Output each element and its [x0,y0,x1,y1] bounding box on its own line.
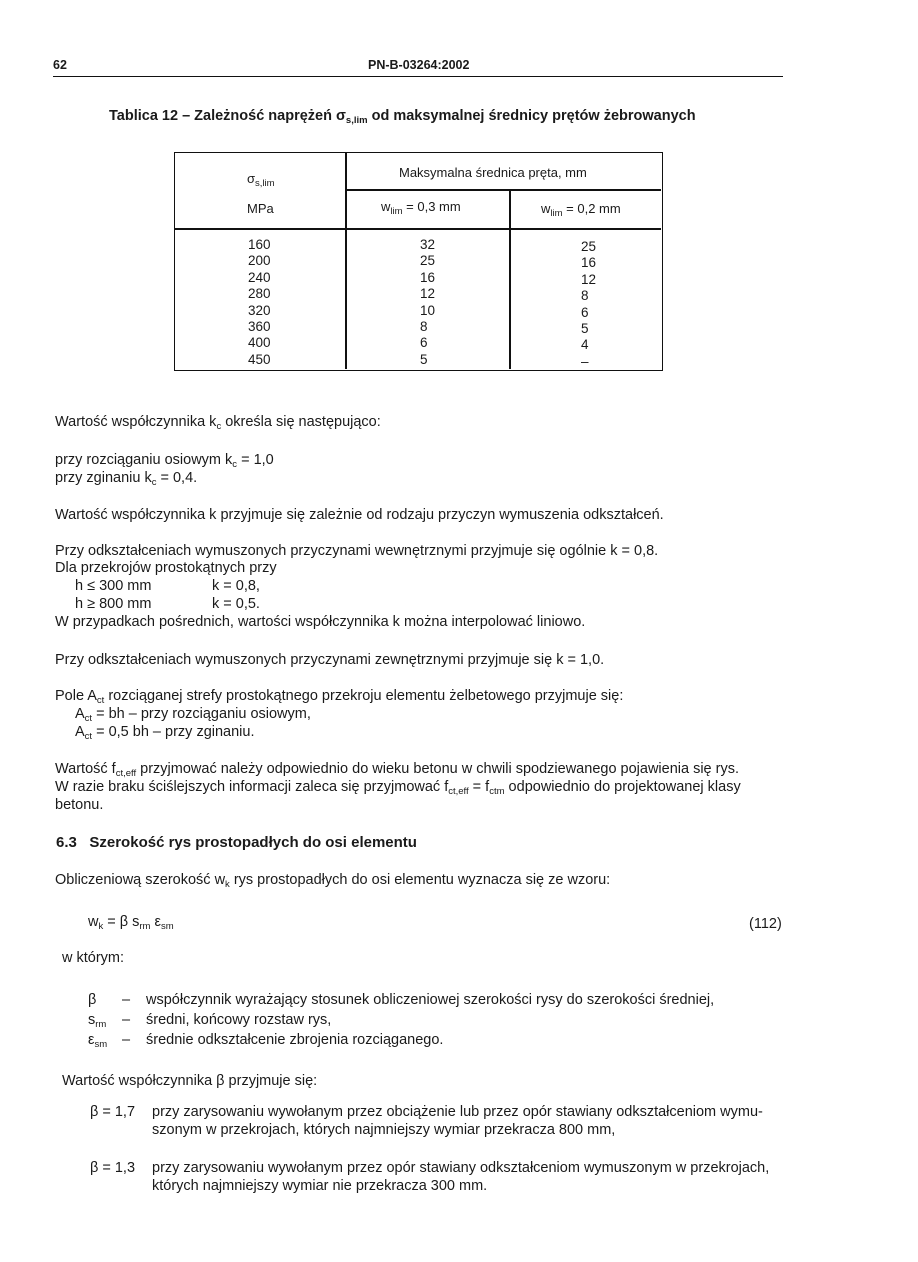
table-cell-stress: 320 [248,302,271,318]
paragraph-wk: Obliczeniową szerokość $w_k$ rys prostopadłych do osi elementu wyznacza się ze wzoru: [55,872,611,890]
definition-dash: – [122,1032,131,1048]
beta-13-label: β = 1,3 [90,1160,136,1176]
header-stress-symbol: $\sigma_{s,lim}$ [247,171,275,189]
table-cell-diameter-03: 6 [420,335,428,351]
beta-13-text-1: przy zarysowaniu wywołanym przez opór stawiany odkształceniom wymuszonym w przekrojach, [152,1160,770,1176]
cond-k-05: k = 0,5. [212,596,260,612]
table-cell-diameter-03: 10 [420,302,436,318]
definition-text: średni, końcowy rozstaw rys, [146,1012,332,1028]
beta-17-text-2: szonym w przekrojach, których najmniejszy wymiar przekracza 800 mm, [152,1122,616,1138]
paragraph-interpolate: W przypadkach pośrednich, wartości współczynnika k można interpolować liniowo. [55,614,586,630]
table-vline-2 [509,189,511,369]
paragraph-kc-bending: przy zginaniu $k_c = 0,4$. [55,470,198,488]
table-cell-stress: 280 [248,286,271,302]
table-cell-diameter-02: 4 [581,337,589,353]
paragraph-fcteff-2: W razie braku ściślejszych informacji zaleca się przyjmować $f_{ct,eff} = f_{ctm}$ odpowiednio do projektowanej klasy [55,779,741,797]
table-cell-diameter-02: 16 [581,255,597,271]
stress-diameter-table [174,152,663,371]
header-stress-unit: MPa [247,201,274,216]
paragraph-internal: Przy odkształceniach wymuszonych przyczynami wewnętrznymi przyjmuje się ogólnie k = 0,8. [55,543,659,559]
equation-number: (112) [749,916,782,932]
header-max-diameter: Maksymalna średnica pręta, mm [399,165,587,180]
paragraph-fcteff: Wartość $f_{ct,eff}$ przyjmować należy odpowiednio do wieku betonu w chwili spodziewanego pojawienia się rys. [55,761,740,779]
paragraph-external: Przy odkształceniach wymuszonych przyczynami zewnętrznymi przyjmuje się k = 1,0. [55,652,605,668]
table-cell-diameter-02: 25 [581,239,597,254]
header-rule [53,76,783,77]
table-caption: Tablica 12 – Zależność naprężeń $\sigma_{s,lim}$ od maksymalnej średnicy prętów żebrowanych [109,108,696,126]
table-cell-stress: 200 [248,253,271,269]
table-hline-header [175,228,661,230]
column-stress [248,237,271,368]
table-cell-diameter-02: 5 [581,320,589,336]
paragraph-k-intro: Wartość współczynnika k przyjmuje się zależnie od rodzaju przyczyn wymuszenia odkształceń. [55,507,664,523]
table-cell-stress: 240 [248,269,271,285]
beta-17-label: β = 1,7 [90,1104,136,1120]
table-cell-diameter-03: 25 [420,253,436,269]
beta-intro: Wartość współczynnika β przyjmuje się: [62,1073,318,1089]
table-cell-stress: 360 [248,318,271,334]
definition-dash: – [122,1012,131,1028]
header-wlim-03: $w_{lim} = 0,3$ mm [381,199,461,217]
definition-symbol: $s_{rm}$ [88,1012,107,1030]
table-cell-diameter-02: 6 [581,304,589,320]
table-cell-diameter-03: 12 [420,286,436,302]
paragraph-kc-intro: Wartość współczynnika $k_c$ określa się następująco: [55,414,381,432]
table-hline-sub [345,189,661,191]
paragraph-rect-sections: Dla przekrojów prostokątnych przy [55,560,277,576]
paragraph-act: Pole $A_{ct}$ rozciąganej strefy prostokątnego przekroju elementu żelbetowego przyjmuje się: [55,688,624,706]
act-bending: $A_{ct} = 0,5$ bh – przy zginaniu. [75,724,255,742]
table-cell-diameter-02: 8 [581,288,589,304]
section-heading: 6.3 Szerokość rys prostopadłych do osi elementu [56,834,417,851]
table-vline-1 [345,153,347,369]
table-cell-diameter-02: – [581,353,589,369]
act-tension: $A_{ct}$ = bh – przy rozciąganiu osiowym, [75,706,311,724]
cond-k-08: k = 0,8, [212,578,260,594]
paragraph-fcteff-3: betonu. [55,797,104,813]
standard-code: PN-B-03264:2002 [368,58,470,72]
in-which: w którym: [62,950,125,966]
page-number: 62 [53,58,67,72]
cond-h-300: h ≤ 300 mm [75,578,152,594]
column-diameter-03 [420,237,435,368]
definition-symbol: β [88,992,97,1008]
header-wlim-02: $w_{lim} = 0,2$ mm [541,201,621,219]
paragraph-kc-tension: przy rozciąganiu osiowym $k_c = 1,0$ [55,452,274,470]
definition-text: współczynnik wyrażający stosunek obliczeniowej szerokości rysy do szerokości średniej, [146,992,715,1008]
table-cell-diameter-03: 8 [420,318,428,334]
definition-dash: – [122,992,131,1008]
definition-text: średnie odkształcenie zbrojenia rozciąganego. [146,1032,444,1048]
column-diameter-02 [581,239,596,370]
beta-13-text-2: których najmniejszy wymiar nie przekracza 300 mm. [152,1178,488,1194]
table-cell-diameter-03: 5 [420,351,428,367]
table-cell-stress: 450 [248,351,271,367]
table-cell-diameter-03: 32 [420,237,436,252]
table-cell-diameter-02: 12 [581,271,597,287]
table-cell-stress: 160 [248,237,271,252]
table-cell-diameter-03: 16 [420,269,436,285]
beta-17-text-1: przy zarysowaniu wywołanym przez obciążenie lub przez opór stawiany odkształceniom wymu- [152,1104,763,1120]
definition-symbol: $\varepsilon_{sm}$ [88,1032,108,1050]
equation-112: $w_k = \beta$ $s_{rm}$ $\varepsilon_{sm}$ [88,914,174,932]
table-cell-stress: 400 [248,335,271,351]
cond-h-800: h ≥ 800 mm [75,596,152,612]
